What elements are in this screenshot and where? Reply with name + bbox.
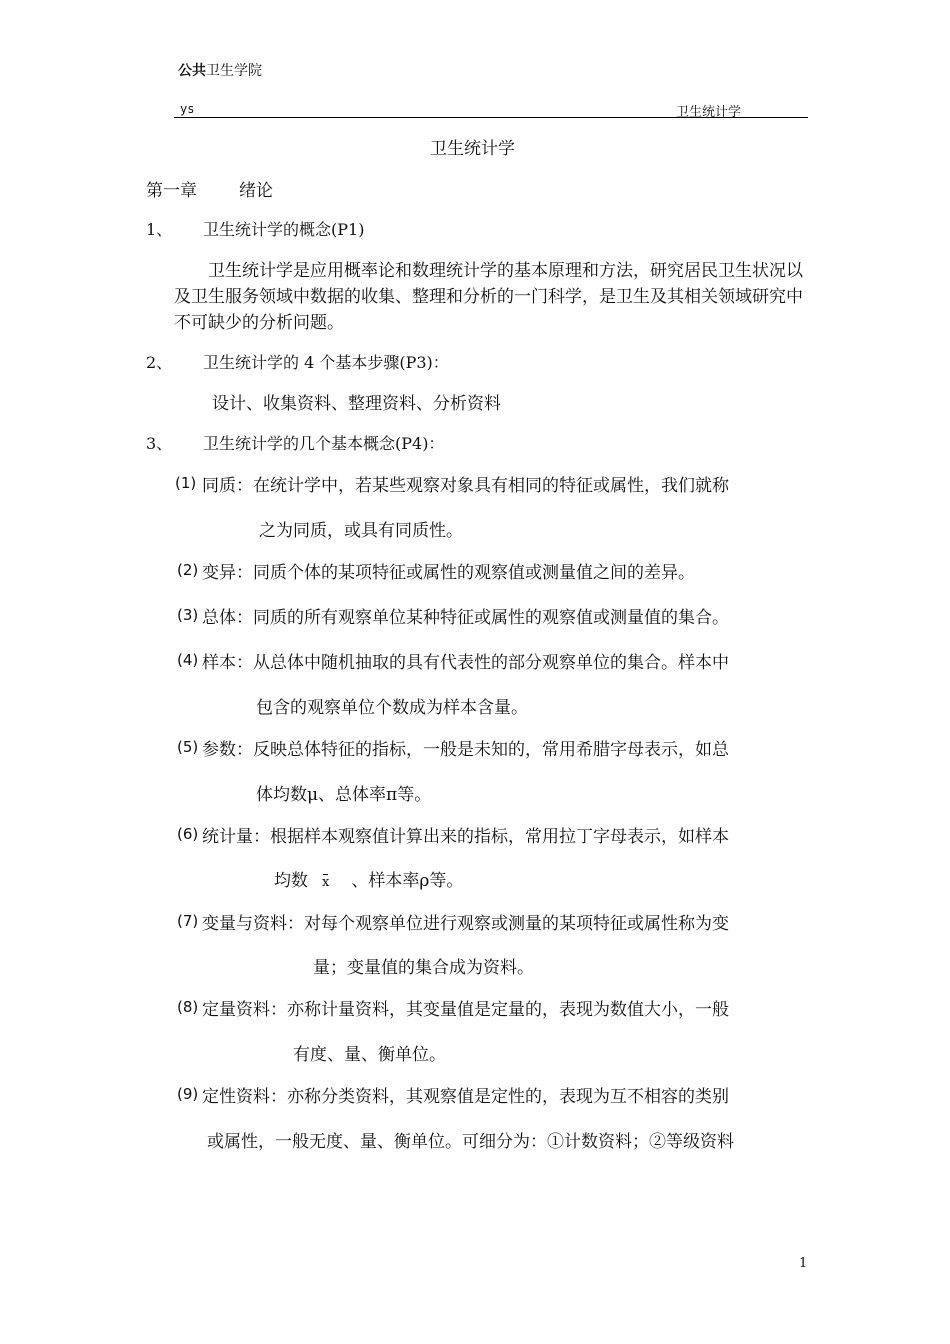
concept-text: 均数 bbox=[274, 871, 308, 891]
sample-mean-symbol: x bbox=[322, 875, 330, 890]
concept-line: 有度、量、衡单位。 bbox=[293, 1045, 446, 1065]
chapter-number: 第一章 bbox=[146, 181, 197, 201]
concept-line: 统计量：根据样本观察值计算出来的指标，常用拉丁字母表示，如样本 bbox=[202, 827, 729, 847]
section-heading: 卫生统计学的概念(P1) bbox=[203, 220, 365, 239]
concept-number: (4) bbox=[177, 651, 199, 669]
header-institution-rest: 卫生学院 bbox=[206, 63, 262, 79]
document-title: 卫生统计学 bbox=[430, 139, 515, 159]
concept-line: 包含的观察单位个数成为样本含量。 bbox=[256, 698, 528, 718]
concept-line: 量；变量值的集合成为资料。 bbox=[313, 958, 534, 978]
concept-line: 或属性，一般无度、量、衡单位。可细分为：①计数资料；②等级资料 bbox=[207, 1132, 734, 1152]
concept-number: (2) bbox=[177, 561, 199, 579]
concept-number: (3) bbox=[177, 606, 199, 624]
definition-paragraph bbox=[174, 258, 814, 336]
concept-line: 样本：从总体中随机抽取的具有代表性的部分观察单位的集合。样本中 bbox=[202, 653, 729, 673]
concept-line: 变异：同质个体的某项特征或属性的观察值或测量值之间的差异。 bbox=[202, 563, 695, 583]
header-left-tag: ys bbox=[180, 102, 195, 116]
chapter-name: 绪论 bbox=[239, 181, 273, 201]
concept-line bbox=[274, 866, 463, 891]
page-number: 1 bbox=[799, 1256, 808, 1271]
concept-line: 之为同质，或具有同质性。 bbox=[259, 521, 463, 541]
section-heading: 卫生统计学的 4 个基本步骤(P3)： bbox=[203, 353, 449, 372]
header-right-title: 卫生统计学 bbox=[676, 105, 742, 120]
concept-number: (6) bbox=[177, 825, 199, 843]
section-number: 2、 bbox=[146, 353, 173, 372]
steps-line: 设计、收集资料、整理资料、分析资料 bbox=[212, 394, 501, 414]
section-number: 3、 bbox=[146, 434, 173, 453]
concept-line: 总体：同质的所有观察单位某种特征或属性的观察值或测量值的集合。 bbox=[202, 608, 729, 628]
concept-number: (9) bbox=[177, 1085, 199, 1103]
chapter-heading bbox=[146, 176, 273, 201]
section-heading: 卫生统计学的几个基本概念(P4)： bbox=[203, 434, 445, 453]
concept-line: 定性资料：亦称分类资料，其观察值是定性的，表现为互不相容的类别 bbox=[202, 1087, 729, 1107]
concept-text: 、样本率ρ等。 bbox=[351, 871, 464, 891]
concept-line: 参数：反映总体特征的指标，一般是未知的，常用希腊字母表示，如总 bbox=[202, 740, 729, 760]
concept-number: (1) bbox=[175, 474, 197, 492]
header-institution bbox=[178, 60, 262, 80]
concept-number: (5) bbox=[177, 738, 199, 756]
concept-line: 同质：在统计学中，若某些观察对象具有相同的特征或属性，我们就称 bbox=[202, 476, 729, 496]
concept-line: 体均数μ、总体率π等。 bbox=[256, 785, 432, 805]
concept-line: 定量资料：亦称计量资料，其变量值是定量的，表现为数值大小，一般 bbox=[202, 1000, 729, 1020]
definition-text: 卫生统计学是应用概率论和数理统计学的基本原理和方法，研究居民卫生状况以及卫生服务领域中数据的收集、整理和分析的一门科学，是卫生及其相关领域研究中不可缺少的分析问题。 bbox=[174, 261, 803, 333]
concept-line: 变量与资料：对每个观察单位进行观察或测量的某项特征或属性称为变 bbox=[202, 914, 729, 934]
header-institution-bold: 公共 bbox=[178, 63, 206, 79]
concept-number: (7) bbox=[177, 912, 199, 930]
header-rule bbox=[174, 117, 808, 118]
section-number: 1、 bbox=[146, 220, 173, 239]
concept-number: (8) bbox=[177, 998, 199, 1016]
